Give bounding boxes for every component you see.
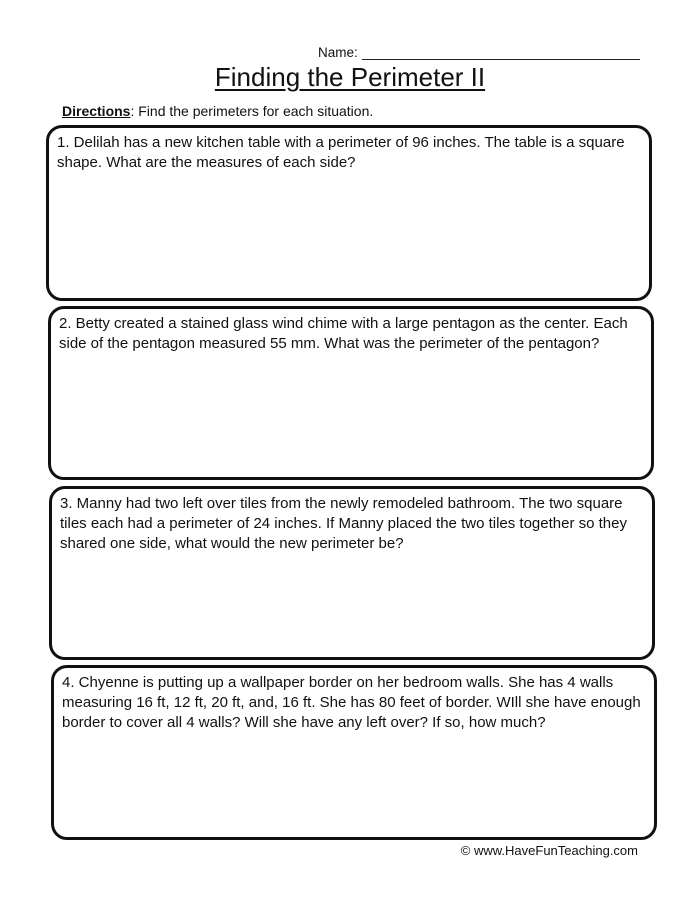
name-field-row bbox=[318, 40, 640, 60]
question-2-text: 2. Betty created a stained glass wind chime with a large pentagon as the center. Each side of the pentagon measured 55 mm. What was the perimeter of the pentagon? bbox=[59, 315, 628, 352]
worksheet-title: Finding the Perimeter II bbox=[214, 62, 486, 92]
copyright-footer: © www.HaveFunTeaching.com bbox=[460, 843, 638, 858]
name-label: Name: bbox=[318, 45, 358, 60]
question-box-3[interactable] bbox=[49, 486, 655, 660]
directions-text: : Find the perimeters for each situation. bbox=[130, 103, 374, 119]
directions-label: Directions bbox=[62, 103, 131, 119]
directions bbox=[62, 103, 373, 119]
name-blank-line[interactable] bbox=[362, 45, 640, 60]
question-box-4[interactable] bbox=[51, 665, 657, 840]
question-box-2[interactable] bbox=[48, 306, 654, 480]
question-box-1[interactable] bbox=[46, 125, 652, 301]
question-3-text: 3. Manny had two left over tiles from the newly remodeled bathroom. The two square tiles each had a perimeter of 24 inches. If Manny placed the two tiles together so they shared one side, what would the new perimeter be? bbox=[60, 495, 627, 552]
question-1-text: 1. Delilah has a new kitchen table with a perimeter of 96 inches. The table is a square shape. What are the measures of each side? bbox=[57, 134, 625, 171]
question-4-text: 4. Chyenne is putting up a wallpaper border on her bedroom walls. She has 4 walls measuring 16 ft, 12 ft, 20 ft, and, 16 ft. She has 80 feet of border. WIll she have enough border to cover all 4 walls? Will she have any left over? If so, how much? bbox=[62, 674, 641, 731]
